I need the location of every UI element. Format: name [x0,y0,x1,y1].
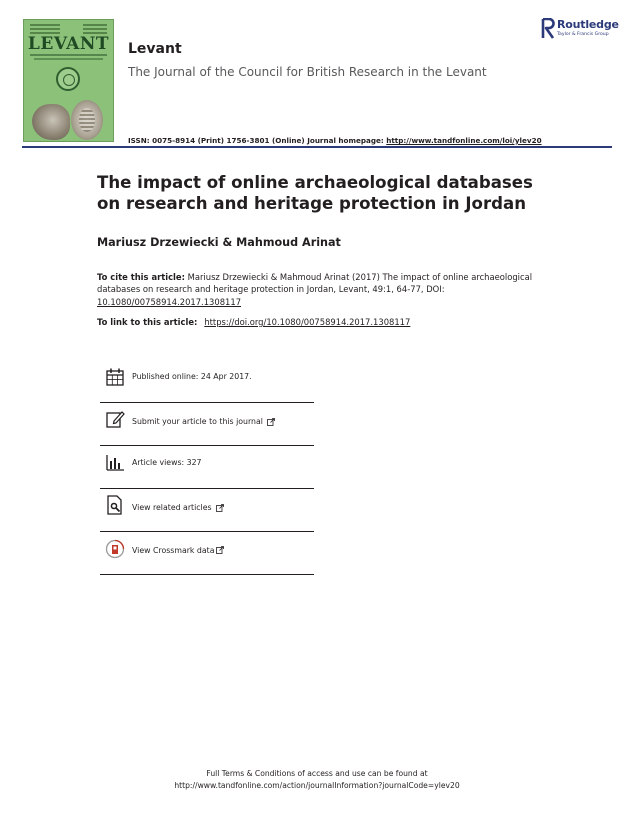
journal-homepage-link[interactable]: http://www.tandfonline.com/loi/ylev20 [386,136,542,145]
bar-chart-icon [105,452,125,472]
link-label: To link to this article: [97,317,201,327]
related-articles-label: View related articles [132,503,212,512]
views-row [100,452,314,472]
article-authors: Mariusz Drzewiecki & Mahmoud Arinat [97,236,341,249]
footer-terms-text: Full Terms & Conditions of access and use can be found at [206,769,428,778]
publisher-logo[interactable] [541,18,619,40]
cite-label: To cite this article: [97,272,185,282]
cover-artifact-image [71,100,103,140]
calendar-icon [105,367,125,387]
issn-text: ISSN: 0075-8914 (Print) 1756-3801 (Online) Journal homepage: [128,136,387,145]
published-row [100,367,314,387]
external-link-icon [267,418,275,426]
routledge-r-icon [541,18,555,39]
journal-subtitle: The Journal of the Council for British Research in the Levant [128,65,487,79]
edit-icon [105,409,125,429]
article-link-line [97,317,410,327]
external-link-icon [216,504,224,512]
related-row[interactable] [100,495,314,517]
submit-article-link[interactable] [132,417,275,426]
publisher-tagline: Taylor & Francis Group [557,32,609,37]
info-divider [100,531,314,532]
cover-title: LEVANT [27,34,110,54]
crossmark-row[interactable] [100,539,314,561]
document-search-icon [105,495,125,515]
citation-block [97,271,547,308]
external-link-icon [216,546,224,554]
cite-text: Mariusz Drzewiecki & Mahmoud Arinat (2017) The impact of online archaeological databases on research and heritage protection in Jordan, Levant, 49:1, 64-77, DOI: [97,272,533,295]
issn-line [128,136,542,145]
cover-artifact-image [32,104,70,140]
crossmark-label: View Crossmark data [132,546,215,555]
info-divider [100,488,314,489]
header-divider [22,146,612,148]
info-divider [100,574,314,575]
related-articles-link[interactable] [132,503,224,512]
crossmark-icon [105,539,125,559]
journal-name: Levant [128,41,182,57]
journal-cover-image [23,19,114,142]
info-divider [100,402,314,403]
publisher-name: Routledge [557,18,619,31]
published-date: Published online: 24 Apr 2017. [132,372,252,381]
doi-link[interactable]: 10.1080/00758914.2017.1308117 [97,296,242,307]
crossmark-link[interactable] [132,546,224,555]
info-divider [100,445,314,446]
article-title: The impact of online archaeological databases on research and heritage protection in Jordan [97,173,533,213]
article-url-link[interactable]: https://doi.org/10.1080/00758914.2017.1308117 [204,317,411,327]
article-views: Article views: 327 [132,458,202,467]
submit-row[interactable] [100,409,314,431]
cover-seal-icon [56,67,80,91]
footer-terms-link[interactable]: http://www.tandfonline.com/action/journalInformation?journalCode=ylev20 [174,780,460,790]
footer [0,768,634,791]
submit-article-label: Submit your article to this journal [132,417,263,426]
